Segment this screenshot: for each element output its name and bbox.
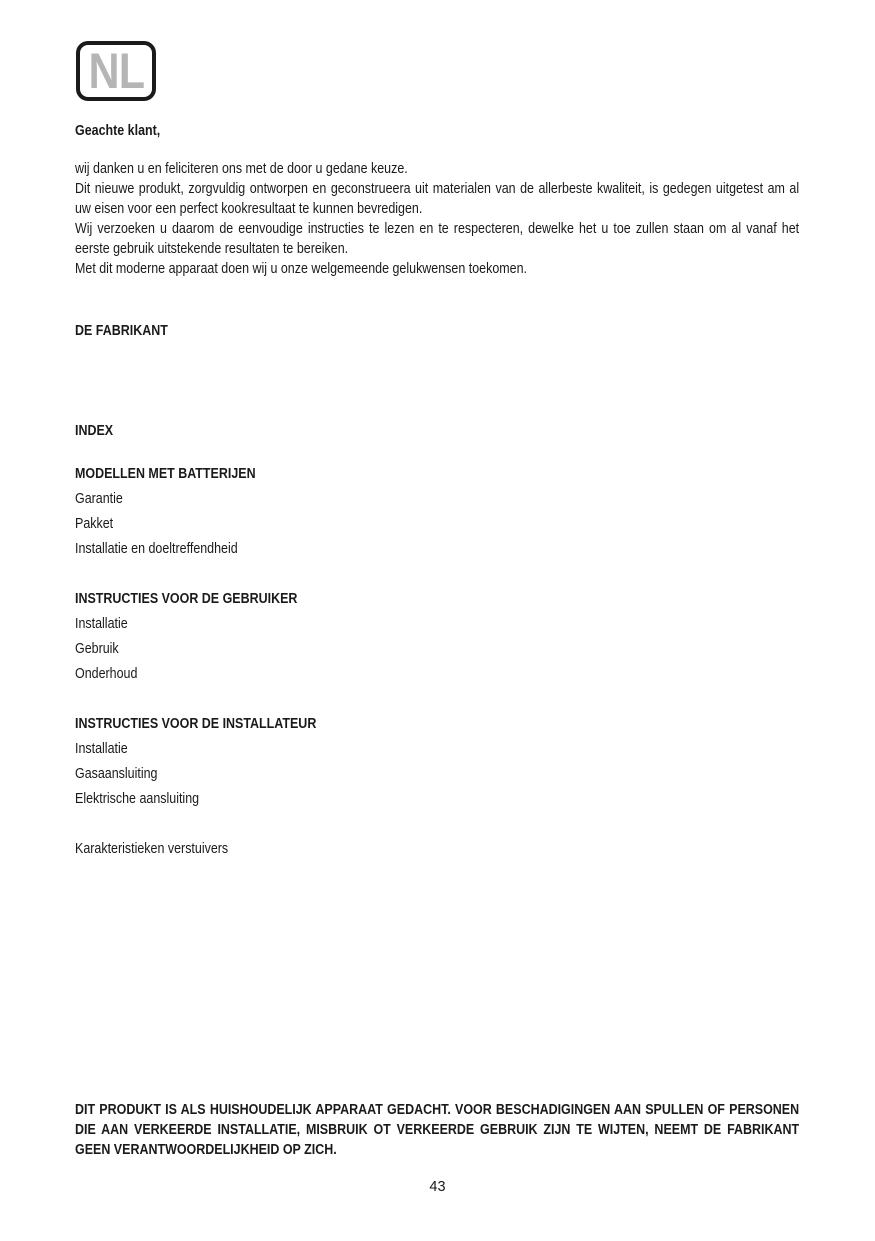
intro-paragraph: wij danken u en feliciteren ons met de door u gedane keuze. — [75, 161, 408, 177]
intro-paragraph: Met dit moderne apparaat doen wij u onze welgemeende gelukwensen toekomen. — [75, 261, 527, 277]
index-item: Installatie — [75, 616, 128, 632]
index-item: Onderhoud — [75, 666, 138, 682]
index-section-heading: INSTRUCTIES VOOR DE GEBRUIKER — [75, 591, 298, 607]
intro-paragraph: Wij verzoeken u daarom de eenvoudige instructies te lezen en te respecteren, dewelke het u toe zullen staan om al vanaf het eerste gebruik uitstekende resultaten te bereiken. — [75, 221, 800, 257]
signature: DE FABRIKANT — [75, 323, 168, 339]
index-section-heading: INSTRUCTIES VOOR DE INSTALLATEUR — [75, 716, 317, 732]
greeting: Geachte klant, — [75, 123, 161, 139]
index-item: Installatie en doeltreffendheid — [75, 541, 238, 557]
language-badge — [76, 41, 156, 101]
index-title: INDEX — [75, 423, 114, 439]
index-item: Gebruik — [75, 641, 119, 657]
index-section — [75, 837, 228, 862]
index-section-heading: MODELLEN MET BATTERIJEN — [75, 466, 256, 482]
index-item: Garantie — [75, 491, 123, 507]
index-item: Gasaansluiting — [75, 766, 158, 782]
index-item: Elektrische aansluiting — [75, 791, 200, 807]
index-section — [75, 462, 256, 562]
index-item: Karakteristieken verstuivers — [75, 841, 229, 857]
index-item: Installatie — [75, 741, 128, 757]
index-item: Pakket — [75, 516, 114, 532]
intro-text — [75, 159, 799, 279]
language-badge-label: NL — [88, 43, 144, 99]
liability-disclaimer: DIT PRODUKT IS ALS HUISHOUDELIJK APPARAAT GEDACHT. VOOR BESCHADIGINGEN AAN SPULLEN OF PERSONEN DIE AAN VERKEERDE INSTALLATIE, MISBRUIK OT VERKEERDE GEBRUIK ZIJN TE WIJTEN, NEEMT DE FABRIKANT GEEN VERANTWOORDELIJKHEID OP ZICH. — [75, 1102, 800, 1158]
page-number: 43 — [429, 1179, 446, 1195]
index-section — [75, 587, 297, 687]
intro-paragraph: Dit nieuwe produkt, zorgvuldig ontworpen en geconstrueera uit materialen van de allerbeste kwaliteit, is gedegen uitgetest am al uw eisen voor een perfect kookresultaat te kunnen bevredigen. — [75, 181, 800, 217]
index-section — [75, 712, 316, 812]
